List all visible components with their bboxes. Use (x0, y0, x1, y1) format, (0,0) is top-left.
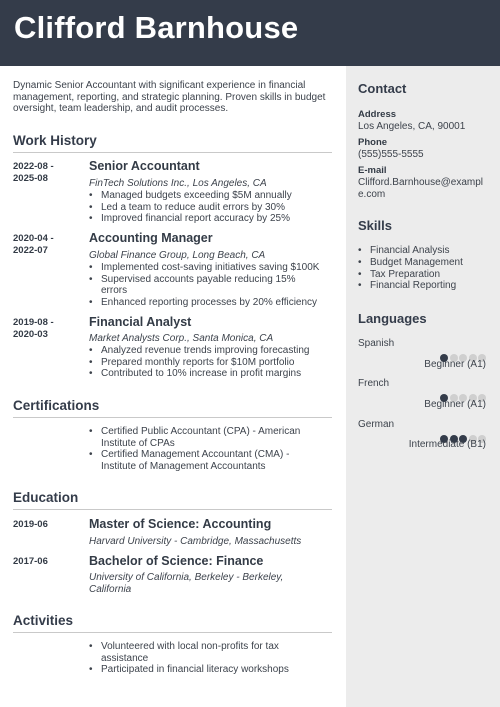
degree-title: Master of Science: Accounting (89, 517, 272, 531)
list-item: • Tax Preparation (358, 269, 492, 281)
list-item: • Led a team to reduce audit errors by 30% (89, 202, 334, 214)
job-company: Market Analysts Corp., Santa Monica, CA (89, 333, 274, 344)
job-title: Accounting Manager (89, 231, 213, 245)
degree-title: Bachelor of Science: Finance (89, 554, 264, 568)
language-level: Beginner (A1) (424, 399, 486, 410)
job-dates (13, 233, 79, 257)
education-rule (13, 509, 332, 510)
address-value: Los Angeles, CA, 90001 (358, 121, 466, 132)
education-heading: Education (13, 490, 79, 505)
languages-heading: Languages (358, 311, 427, 326)
skills-heading: Skills (358, 218, 392, 233)
language-name: Spanish (358, 338, 395, 349)
work-history-heading: Work History (13, 133, 97, 148)
job-date-start: 2019-08 - (13, 317, 54, 328)
activities-list (89, 641, 314, 676)
list-item: • Enhanced reporting processes by 20% efficiency (89, 297, 334, 309)
contact-heading: Contact (358, 81, 407, 96)
summary-text: Dynamic Senior Accountant with significant experience in financial management, reporting, and strategic planning. Proven skills in budget oversight, team leadership, and audit processes. (13, 80, 326, 115)
education-date: 2017-06 (13, 556, 48, 567)
email-label: E-mail (358, 165, 387, 176)
job-title: Senior Accountant (89, 159, 200, 173)
school-name: University of California, Berkeley - Berkeley, California (89, 572, 284, 595)
email-value: Clifford.Barnhouse@example.com (358, 177, 484, 200)
list-item: • Managed budgets exceeding $5M annually (89, 190, 334, 202)
job-dates (13, 161, 79, 185)
job-bullets (89, 262, 334, 308)
candidate-name: Clifford Barnhouse (14, 10, 299, 45)
list-item: • Analyzed revenue trends improving forecasting (89, 345, 334, 357)
phone-label: Phone (358, 137, 388, 148)
language-rating (439, 389, 487, 398)
language-level: Intermediate (B1) (408, 439, 486, 450)
list-item: • Certified Management Accountant (CMA) - Institute of Management Accountants (89, 449, 314, 472)
job-dates (13, 317, 79, 341)
main-column (0, 66, 346, 707)
certifications-list (89, 426, 314, 472)
job-title: Financial Analyst (89, 315, 192, 329)
language-name: German (358, 419, 395, 430)
work-history-rule (13, 152, 332, 153)
list-item: • Budget Management (358, 257, 492, 269)
phone-value: (555)555-5555 (358, 149, 424, 160)
job-bullets (89, 190, 334, 225)
activities-rule (13, 632, 332, 633)
certifications-rule (13, 417, 332, 418)
education-date: 2019-06 (13, 519, 48, 530)
job-company: Global Finance Group, Long Beach, CA (89, 250, 266, 261)
job-date-end: 2020-03 (13, 329, 48, 340)
skills-list (358, 245, 492, 292)
list-item: • Implemented cost-saving initiatives saving $100K (89, 262, 334, 274)
job-bullets (89, 345, 334, 380)
list-item: • Financial Analysis (358, 245, 492, 257)
list-item: • Participated in financial literacy workshops (89, 664, 314, 676)
list-item: • Improved financial report accuracy by 25% (89, 213, 334, 225)
list-item: • Volunteered with local non-profits for tax assistance (89, 641, 314, 664)
list-item: • Prepared monthly reports for $10M portfolio (89, 357, 334, 369)
job-date-end: 2022-07 (13, 245, 48, 256)
certifications-heading: Certifications (13, 398, 100, 413)
list-item: • Financial Reporting (358, 280, 492, 292)
list-item: • Supervised accounts payable reducing 15% errors (89, 274, 334, 297)
job-company: FinTech Solutions Inc., Los Angeles, CA (89, 178, 267, 189)
language-name: French (358, 378, 390, 389)
activities-heading: Activities (13, 613, 74, 628)
job-date-start: 2020-04 - (13, 233, 54, 244)
job-date-start: 2022-08 - (13, 161, 54, 172)
list-item: • Certified Public Accountant (CPA) - American Institute of CPAs (89, 426, 314, 449)
list-item: • Contributed to 10% increase in profit margins (89, 368, 334, 380)
language-level: Beginner (A1) (424, 359, 486, 370)
language-rating (439, 349, 487, 358)
header-bar (0, 0, 500, 66)
school-name: Harvard University - Cambridge, Massachusetts (89, 536, 302, 547)
language-rating (439, 430, 487, 439)
address-label: Address (358, 109, 397, 120)
job-date-end: 2025-08 (13, 173, 48, 184)
